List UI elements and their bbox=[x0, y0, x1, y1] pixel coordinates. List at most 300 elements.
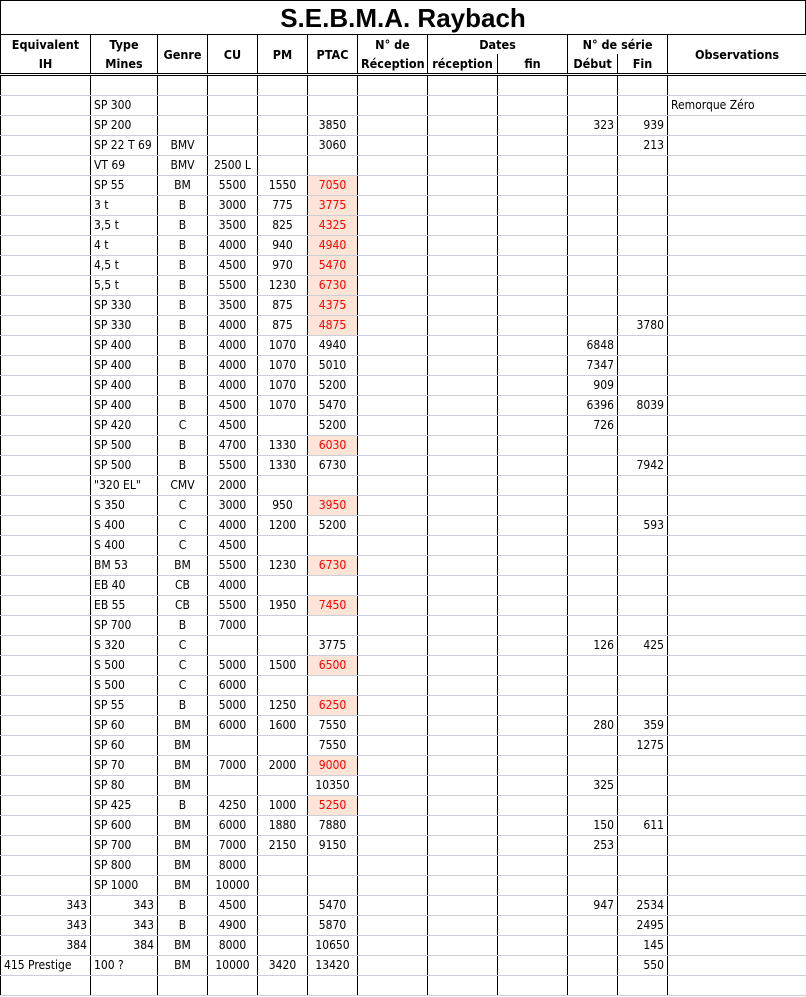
cell-equiv-ih[interactable]: 343 bbox=[1, 916, 91, 936]
cell-type-mines[interactable]: SP 600 bbox=[91, 816, 158, 836]
cell-equiv-ih[interactable] bbox=[1, 376, 91, 396]
cell-observations[interactable] bbox=[668, 716, 806, 736]
cell-ptac[interactable]: 7550 bbox=[308, 716, 358, 736]
cell-genre[interactable]: BM bbox=[158, 756, 208, 776]
cell-serie-fin[interactable] bbox=[618, 496, 668, 516]
cell-serie-fin[interactable] bbox=[618, 176, 668, 196]
cell-equiv-ih[interactable] bbox=[1, 656, 91, 676]
cell-observations[interactable] bbox=[668, 116, 806, 136]
cell-cu[interactable]: 5500 bbox=[208, 276, 258, 296]
cell-date-reception[interactable] bbox=[428, 956, 498, 976]
cell-type-mines[interactable]: SP 22 T 69 bbox=[91, 136, 158, 156]
cell-date-fin[interactable] bbox=[498, 576, 568, 596]
cell-date-fin[interactable] bbox=[498, 936, 568, 956]
cell-num-reception[interactable] bbox=[358, 796, 428, 816]
cell-serie-debut[interactable]: 253 bbox=[568, 836, 618, 856]
cell-num-reception[interactable] bbox=[358, 236, 428, 256]
cell-equiv-ih[interactable] bbox=[1, 216, 91, 236]
cell-serie-fin[interactable] bbox=[618, 296, 668, 316]
cell-genre[interactable] bbox=[158, 75, 208, 96]
cell-cu[interactable]: 4000 bbox=[208, 516, 258, 536]
cell-date-reception[interactable] bbox=[428, 296, 498, 316]
cell-type-mines[interactable]: SP 400 bbox=[91, 376, 158, 396]
cell-serie-debut[interactable]: 150 bbox=[568, 816, 618, 836]
cell-cu[interactable]: 6000 bbox=[208, 816, 258, 836]
cell-serie-fin[interactable] bbox=[618, 836, 668, 856]
cell-serie-fin[interactable] bbox=[618, 75, 668, 96]
cell-cu[interactable]: 4900 bbox=[208, 916, 258, 936]
cell-serie-fin[interactable] bbox=[618, 876, 668, 896]
cell-ptac[interactable]: 6250 bbox=[308, 696, 358, 716]
cell-observations[interactable] bbox=[668, 556, 806, 576]
cell-cu[interactable]: 5500 bbox=[208, 456, 258, 476]
cell-pm[interactable] bbox=[258, 936, 308, 956]
cell-serie-debut[interactable] bbox=[568, 576, 618, 596]
cell-ptac[interactable] bbox=[308, 476, 358, 496]
cell-date-reception[interactable] bbox=[428, 736, 498, 756]
cell-ptac[interactable]: 5200 bbox=[308, 516, 358, 536]
cell-equiv-ih[interactable] bbox=[1, 716, 91, 736]
cell-date-fin[interactable] bbox=[498, 816, 568, 836]
cell-genre[interactable]: BM bbox=[158, 936, 208, 956]
cell-date-reception[interactable] bbox=[428, 696, 498, 716]
cell-serie-fin[interactable] bbox=[618, 476, 668, 496]
cell-equiv-ih[interactable] bbox=[1, 256, 91, 276]
cell-equiv-ih[interactable] bbox=[1, 636, 91, 656]
cell-equiv-ih[interactable] bbox=[1, 836, 91, 856]
cell-date-reception[interactable] bbox=[428, 576, 498, 596]
cell-date-fin[interactable] bbox=[498, 656, 568, 676]
cell-pm[interactable]: 1070 bbox=[258, 336, 308, 356]
cell-ptac[interactable]: 3060 bbox=[308, 136, 358, 156]
cell-num-reception[interactable] bbox=[358, 536, 428, 556]
cell-num-reception[interactable] bbox=[358, 376, 428, 396]
cell-num-reception[interactable] bbox=[358, 936, 428, 956]
cell-ptac[interactable]: 4940 bbox=[308, 236, 358, 256]
cell-serie-debut[interactable] bbox=[568, 96, 618, 116]
cell-ptac[interactable]: 6730 bbox=[308, 276, 358, 296]
cell-cu[interactable]: 3500 bbox=[208, 216, 258, 236]
cell-equiv-ih[interactable]: 384 bbox=[1, 936, 91, 956]
cell-type-mines[interactable]: SP 60 bbox=[91, 716, 158, 736]
cell-serie-fin[interactable]: 213 bbox=[618, 136, 668, 156]
cell-pm[interactable] bbox=[258, 776, 308, 796]
cell-genre[interactable]: C bbox=[158, 676, 208, 696]
cell-observations[interactable] bbox=[668, 236, 806, 256]
cell-equiv-ih[interactable] bbox=[1, 576, 91, 596]
cell-cu[interactable]: 8000 bbox=[208, 936, 258, 956]
cell-observations[interactable] bbox=[668, 416, 806, 436]
cell-ptac[interactable]: 5200 bbox=[308, 416, 358, 436]
cell-date-reception[interactable] bbox=[428, 516, 498, 536]
cell-serie-debut[interactable] bbox=[568, 736, 618, 756]
cell-num-reception[interactable] bbox=[358, 416, 428, 436]
cell-observations[interactable] bbox=[668, 356, 806, 376]
cell-observations[interactable] bbox=[668, 616, 806, 636]
cell-serie-debut[interactable] bbox=[568, 536, 618, 556]
cell-pm[interactable] bbox=[258, 536, 308, 556]
cell-serie-debut[interactable] bbox=[568, 676, 618, 696]
cell-equiv-ih[interactable] bbox=[1, 516, 91, 536]
cell-ptac[interactable]: 3775 bbox=[308, 196, 358, 216]
cell-genre[interactable]: B bbox=[158, 276, 208, 296]
cell-ptac[interactable] bbox=[308, 536, 358, 556]
cell-cu[interactable]: 5000 bbox=[208, 656, 258, 676]
cell-num-reception[interactable] bbox=[358, 276, 428, 296]
cell-serie-fin[interactable] bbox=[618, 436, 668, 456]
cell-ptac[interactable]: 3775 bbox=[308, 636, 358, 656]
cell-genre[interactable]: BM bbox=[158, 176, 208, 196]
cell-pm[interactable] bbox=[258, 156, 308, 176]
cell-ptac[interactable]: 7450 bbox=[308, 596, 358, 616]
cell-date-reception[interactable] bbox=[428, 616, 498, 636]
cell-serie-debut[interactable] bbox=[568, 696, 618, 716]
cell-num-reception[interactable] bbox=[358, 256, 428, 276]
cell-pm[interactable] bbox=[258, 856, 308, 876]
cell-equiv-ih[interactable] bbox=[1, 276, 91, 296]
cell-pm[interactable]: 875 bbox=[258, 316, 308, 336]
cell-ptac[interactable] bbox=[308, 576, 358, 596]
cell-observations[interactable] bbox=[668, 856, 806, 876]
cell-date-fin[interactable] bbox=[498, 476, 568, 496]
cell-serie-debut[interactable] bbox=[568, 316, 618, 336]
cell-type-mines[interactable]: SP 330 bbox=[91, 316, 158, 336]
cell-serie-debut[interactable] bbox=[568, 136, 618, 156]
cell-num-reception[interactable] bbox=[358, 456, 428, 476]
cell-genre[interactable]: B bbox=[158, 236, 208, 256]
cell-serie-debut[interactable]: 280 bbox=[568, 716, 618, 736]
cell-pm[interactable]: 875 bbox=[258, 296, 308, 316]
cell-num-reception[interactable] bbox=[358, 856, 428, 876]
cell-date-reception[interactable] bbox=[428, 336, 498, 356]
cell-serie-debut[interactable] bbox=[568, 476, 618, 496]
cell-type-mines[interactable]: EB 40 bbox=[91, 576, 158, 596]
cell-serie-fin[interactable]: 359 bbox=[618, 716, 668, 736]
cell-pm[interactable]: 1070 bbox=[258, 356, 308, 376]
cell-date-reception[interactable] bbox=[428, 896, 498, 916]
cell-num-reception[interactable] bbox=[358, 836, 428, 856]
cell-num-reception[interactable] bbox=[358, 216, 428, 236]
cell-pm[interactable]: 1070 bbox=[258, 376, 308, 396]
cell-observations[interactable] bbox=[668, 936, 806, 956]
cell-observations[interactable] bbox=[668, 396, 806, 416]
cell-ptac[interactable]: 5470 bbox=[308, 396, 358, 416]
cell-type-mines[interactable]: SP 60 bbox=[91, 736, 158, 756]
cell-ptac[interactable]: 3950 bbox=[308, 496, 358, 516]
cell-serie-debut[interactable] bbox=[568, 856, 618, 876]
cell-type-mines[interactable]: 4,5 t bbox=[91, 256, 158, 276]
cell-genre[interactable]: C bbox=[158, 516, 208, 536]
cell-equiv-ih[interactable] bbox=[1, 476, 91, 496]
cell-serie-debut[interactable] bbox=[568, 176, 618, 196]
cell-type-mines[interactable]: SP 800 bbox=[91, 856, 158, 876]
cell-date-reception[interactable] bbox=[428, 416, 498, 436]
cell-serie-fin[interactable] bbox=[618, 556, 668, 576]
cell-ptac[interactable]: 10650 bbox=[308, 936, 358, 956]
cell-cu[interactable]: 4000 bbox=[208, 316, 258, 336]
cell-serie-fin[interactable]: 2495 bbox=[618, 916, 668, 936]
cell-date-reception[interactable] bbox=[428, 816, 498, 836]
cell-equiv-ih[interactable] bbox=[1, 616, 91, 636]
cell-type-mines[interactable]: SP 80 bbox=[91, 776, 158, 796]
cell-observations[interactable] bbox=[668, 776, 806, 796]
cell-date-fin[interactable] bbox=[498, 416, 568, 436]
cell-pm[interactable]: 3420 bbox=[258, 956, 308, 976]
cell-num-reception[interactable] bbox=[358, 636, 428, 656]
cell-num-reception[interactable] bbox=[358, 316, 428, 336]
cell-genre[interactable]: B bbox=[158, 436, 208, 456]
cell-serie-debut[interactable] bbox=[568, 516, 618, 536]
cell-pm[interactable] bbox=[258, 916, 308, 936]
cell-pm[interactable] bbox=[258, 636, 308, 656]
cell-num-reception[interactable] bbox=[358, 496, 428, 516]
cell-genre[interactable]: B bbox=[158, 896, 208, 916]
cell-num-reception[interactable] bbox=[358, 296, 428, 316]
cell-serie-fin[interactable] bbox=[618, 696, 668, 716]
cell-date-reception[interactable] bbox=[428, 916, 498, 936]
cell-observations[interactable] bbox=[668, 136, 806, 156]
cell-ptac[interactable]: 4375 bbox=[308, 296, 358, 316]
cell-ptac[interactable] bbox=[308, 976, 358, 996]
cell-serie-fin[interactable] bbox=[618, 676, 668, 696]
cell-pm[interactable]: 2000 bbox=[258, 756, 308, 776]
cell-cu[interactable]: 2500 L bbox=[208, 156, 258, 176]
cell-date-reception[interactable] bbox=[428, 156, 498, 176]
cell-genre[interactable]: C bbox=[158, 496, 208, 516]
cell-equiv-ih[interactable] bbox=[1, 496, 91, 516]
cell-equiv-ih[interactable] bbox=[1, 156, 91, 176]
cell-type-mines[interactable]: S 350 bbox=[91, 496, 158, 516]
cell-pm[interactable]: 970 bbox=[258, 256, 308, 276]
cell-date-fin[interactable] bbox=[498, 196, 568, 216]
cell-observations[interactable] bbox=[668, 176, 806, 196]
cell-cu[interactable]: 7000 bbox=[208, 756, 258, 776]
cell-cu[interactable]: 4700 bbox=[208, 436, 258, 456]
cell-cu[interactable]: 3000 bbox=[208, 196, 258, 216]
cell-observations[interactable] bbox=[668, 496, 806, 516]
cell-date-reception[interactable] bbox=[428, 836, 498, 856]
cell-observations[interactable] bbox=[668, 536, 806, 556]
cell-serie-debut[interactable] bbox=[568, 796, 618, 816]
cell-observations[interactable] bbox=[668, 696, 806, 716]
cell-genre[interactable]: B bbox=[158, 376, 208, 396]
cell-num-reception[interactable] bbox=[358, 476, 428, 496]
cell-date-fin[interactable] bbox=[498, 596, 568, 616]
cell-serie-debut[interactable] bbox=[568, 916, 618, 936]
cell-cu[interactable]: 4000 bbox=[208, 356, 258, 376]
cell-num-reception[interactable] bbox=[358, 136, 428, 156]
cell-genre[interactable]: BM bbox=[158, 856, 208, 876]
cell-serie-debut[interactable]: 7347 bbox=[568, 356, 618, 376]
cell-serie-debut[interactable] bbox=[568, 876, 618, 896]
cell-serie-fin[interactable] bbox=[618, 576, 668, 596]
cell-pm[interactable]: 1500 bbox=[258, 656, 308, 676]
cell-num-reception[interactable] bbox=[358, 696, 428, 716]
cell-genre[interactable]: B bbox=[158, 356, 208, 376]
cell-type-mines[interactable]: SP 420 bbox=[91, 416, 158, 436]
cell-observations[interactable] bbox=[668, 876, 806, 896]
cell-date-reception[interactable] bbox=[428, 436, 498, 456]
cell-ptac[interactable]: 7050 bbox=[308, 176, 358, 196]
cell-num-reception[interactable] bbox=[358, 716, 428, 736]
cell-cu[interactable] bbox=[208, 736, 258, 756]
cell-genre[interactable]: BM bbox=[158, 836, 208, 856]
cell-genre[interactable]: C bbox=[158, 416, 208, 436]
cell-cu[interactable] bbox=[208, 136, 258, 156]
cell-date-fin[interactable] bbox=[498, 556, 568, 576]
cell-pm[interactable]: 1550 bbox=[258, 176, 308, 196]
cell-num-reception[interactable] bbox=[358, 396, 428, 416]
cell-type-mines[interactable]: SP 400 bbox=[91, 356, 158, 376]
cell-date-fin[interactable] bbox=[498, 716, 568, 736]
cell-ptac[interactable]: 5470 bbox=[308, 256, 358, 276]
cell-date-fin[interactable] bbox=[498, 75, 568, 96]
cell-serie-fin[interactable]: 611 bbox=[618, 816, 668, 836]
cell-cu[interactable]: 6000 bbox=[208, 716, 258, 736]
cell-type-mines[interactable]: 384 bbox=[91, 936, 158, 956]
cell-date-fin[interactable] bbox=[498, 376, 568, 396]
cell-date-fin[interactable] bbox=[498, 256, 568, 276]
cell-num-reception[interactable] bbox=[358, 96, 428, 116]
cell-cu[interactable]: 4500 bbox=[208, 536, 258, 556]
cell-cu[interactable]: 4000 bbox=[208, 376, 258, 396]
cell-date-fin[interactable] bbox=[498, 236, 568, 256]
cell-date-fin[interactable] bbox=[498, 136, 568, 156]
cell-date-reception[interactable] bbox=[428, 636, 498, 656]
cell-ptac[interactable] bbox=[308, 156, 358, 176]
cell-pm[interactable]: 940 bbox=[258, 236, 308, 256]
cell-type-mines[interactable]: 3,5 t bbox=[91, 216, 158, 236]
cell-genre[interactable]: CMV bbox=[158, 476, 208, 496]
cell-date-fin[interactable] bbox=[498, 396, 568, 416]
cell-type-mines[interactable]: SP 500 bbox=[91, 436, 158, 456]
cell-serie-debut[interactable] bbox=[568, 956, 618, 976]
cell-observations[interactable] bbox=[668, 156, 806, 176]
cell-type-mines[interactable]: S 400 bbox=[91, 516, 158, 536]
cell-date-reception[interactable] bbox=[428, 876, 498, 896]
cell-num-reception[interactable] bbox=[358, 116, 428, 136]
cell-pm[interactable] bbox=[258, 116, 308, 136]
cell-date-reception[interactable] bbox=[428, 936, 498, 956]
cell-date-fin[interactable] bbox=[498, 916, 568, 936]
cell-pm[interactable]: 1000 bbox=[258, 796, 308, 816]
cell-pm[interactable]: 775 bbox=[258, 196, 308, 216]
cell-equiv-ih[interactable] bbox=[1, 316, 91, 336]
cell-serie-debut[interactable]: 325 bbox=[568, 776, 618, 796]
cell-type-mines[interactable]: SP 400 bbox=[91, 396, 158, 416]
cell-observations[interactable] bbox=[668, 276, 806, 296]
cell-observations[interactable] bbox=[668, 916, 806, 936]
cell-genre[interactable]: B bbox=[158, 336, 208, 356]
cell-genre[interactable]: BM bbox=[158, 556, 208, 576]
cell-date-reception[interactable] bbox=[428, 96, 498, 116]
cell-date-reception[interactable] bbox=[428, 796, 498, 816]
cell-num-reception[interactable] bbox=[358, 576, 428, 596]
cell-type-mines[interactable]: SP 55 bbox=[91, 696, 158, 716]
cell-genre[interactable]: B bbox=[158, 256, 208, 276]
cell-serie-fin[interactable]: 8039 bbox=[618, 396, 668, 416]
cell-num-reception[interactable] bbox=[358, 75, 428, 96]
cell-equiv-ih[interactable] bbox=[1, 296, 91, 316]
cell-ptac[interactable]: 4875 bbox=[308, 316, 358, 336]
cell-date-reception[interactable] bbox=[428, 716, 498, 736]
cell-serie-fin[interactable]: 593 bbox=[618, 516, 668, 536]
cell-observations[interactable] bbox=[668, 736, 806, 756]
cell-pm[interactable] bbox=[258, 736, 308, 756]
cell-observations[interactable] bbox=[668, 576, 806, 596]
cell-observations[interactable] bbox=[668, 656, 806, 676]
cell-type-mines[interactable]: SP 1000 bbox=[91, 876, 158, 896]
cell-ptac[interactable]: 7880 bbox=[308, 816, 358, 836]
cell-num-reception[interactable] bbox=[358, 976, 428, 996]
cell-type-mines[interactable]: SP 55 bbox=[91, 176, 158, 196]
cell-pm[interactable] bbox=[258, 616, 308, 636]
cell-observations[interactable] bbox=[668, 896, 806, 916]
cell-serie-debut[interactable] bbox=[568, 276, 618, 296]
cell-cu[interactable] bbox=[208, 96, 258, 116]
cell-ptac[interactable] bbox=[308, 616, 358, 636]
cell-serie-fin[interactable] bbox=[618, 236, 668, 256]
cell-observations[interactable] bbox=[668, 476, 806, 496]
cell-type-mines[interactable]: "320 EL" bbox=[91, 476, 158, 496]
cell-date-fin[interactable] bbox=[498, 156, 568, 176]
cell-serie-fin[interactable] bbox=[618, 216, 668, 236]
cell-equiv-ih[interactable] bbox=[1, 876, 91, 896]
cell-type-mines[interactable]: 343 bbox=[91, 896, 158, 916]
cell-pm[interactable]: 1330 bbox=[258, 456, 308, 476]
cell-equiv-ih[interactable] bbox=[1, 196, 91, 216]
cell-genre[interactable]: BMV bbox=[158, 136, 208, 156]
cell-serie-debut[interactable] bbox=[568, 616, 618, 636]
cell-genre[interactable]: B bbox=[158, 196, 208, 216]
cell-ptac[interactable]: 6730 bbox=[308, 556, 358, 576]
cell-serie-fin[interactable] bbox=[618, 756, 668, 776]
cell-serie-debut[interactable] bbox=[568, 656, 618, 676]
cell-ptac[interactable]: 3850 bbox=[308, 116, 358, 136]
cell-serie-debut[interactable]: 909 bbox=[568, 376, 618, 396]
cell-serie-debut[interactable]: 726 bbox=[568, 416, 618, 436]
cell-type-mines[interactable]: SP 700 bbox=[91, 616, 158, 636]
cell-observations[interactable]: Remorque Zéro bbox=[668, 96, 806, 116]
cell-pm[interactable] bbox=[258, 136, 308, 156]
cell-type-mines[interactable]: VT 69 bbox=[91, 156, 158, 176]
cell-num-reception[interactable] bbox=[358, 896, 428, 916]
cell-observations[interactable] bbox=[668, 216, 806, 236]
cell-num-reception[interactable] bbox=[358, 156, 428, 176]
cell-date-reception[interactable] bbox=[428, 276, 498, 296]
cell-serie-debut[interactable]: 126 bbox=[568, 636, 618, 656]
cell-serie-fin[interactable] bbox=[618, 256, 668, 276]
cell-date-fin[interactable] bbox=[498, 96, 568, 116]
cell-genre[interactable] bbox=[158, 116, 208, 136]
cell-serie-debut[interactable] bbox=[568, 496, 618, 516]
cell-date-reception[interactable] bbox=[428, 236, 498, 256]
cell-equiv-ih[interactable] bbox=[1, 856, 91, 876]
cell-ptac[interactable]: 10350 bbox=[308, 776, 358, 796]
cell-genre[interactable]: BM bbox=[158, 776, 208, 796]
cell-date-reception[interactable] bbox=[428, 596, 498, 616]
cell-equiv-ih[interactable] bbox=[1, 96, 91, 116]
cell-ptac[interactable] bbox=[308, 676, 358, 696]
cell-observations[interactable] bbox=[668, 816, 806, 836]
cell-ptac[interactable]: 4325 bbox=[308, 216, 358, 236]
cell-date-fin[interactable] bbox=[498, 516, 568, 536]
cell-genre[interactable]: BM bbox=[158, 816, 208, 836]
cell-serie-fin[interactable] bbox=[618, 96, 668, 116]
cell-type-mines[interactable] bbox=[91, 976, 158, 996]
cell-cu[interactable]: 4500 bbox=[208, 396, 258, 416]
cell-type-mines[interactable]: 5,5 t bbox=[91, 276, 158, 296]
